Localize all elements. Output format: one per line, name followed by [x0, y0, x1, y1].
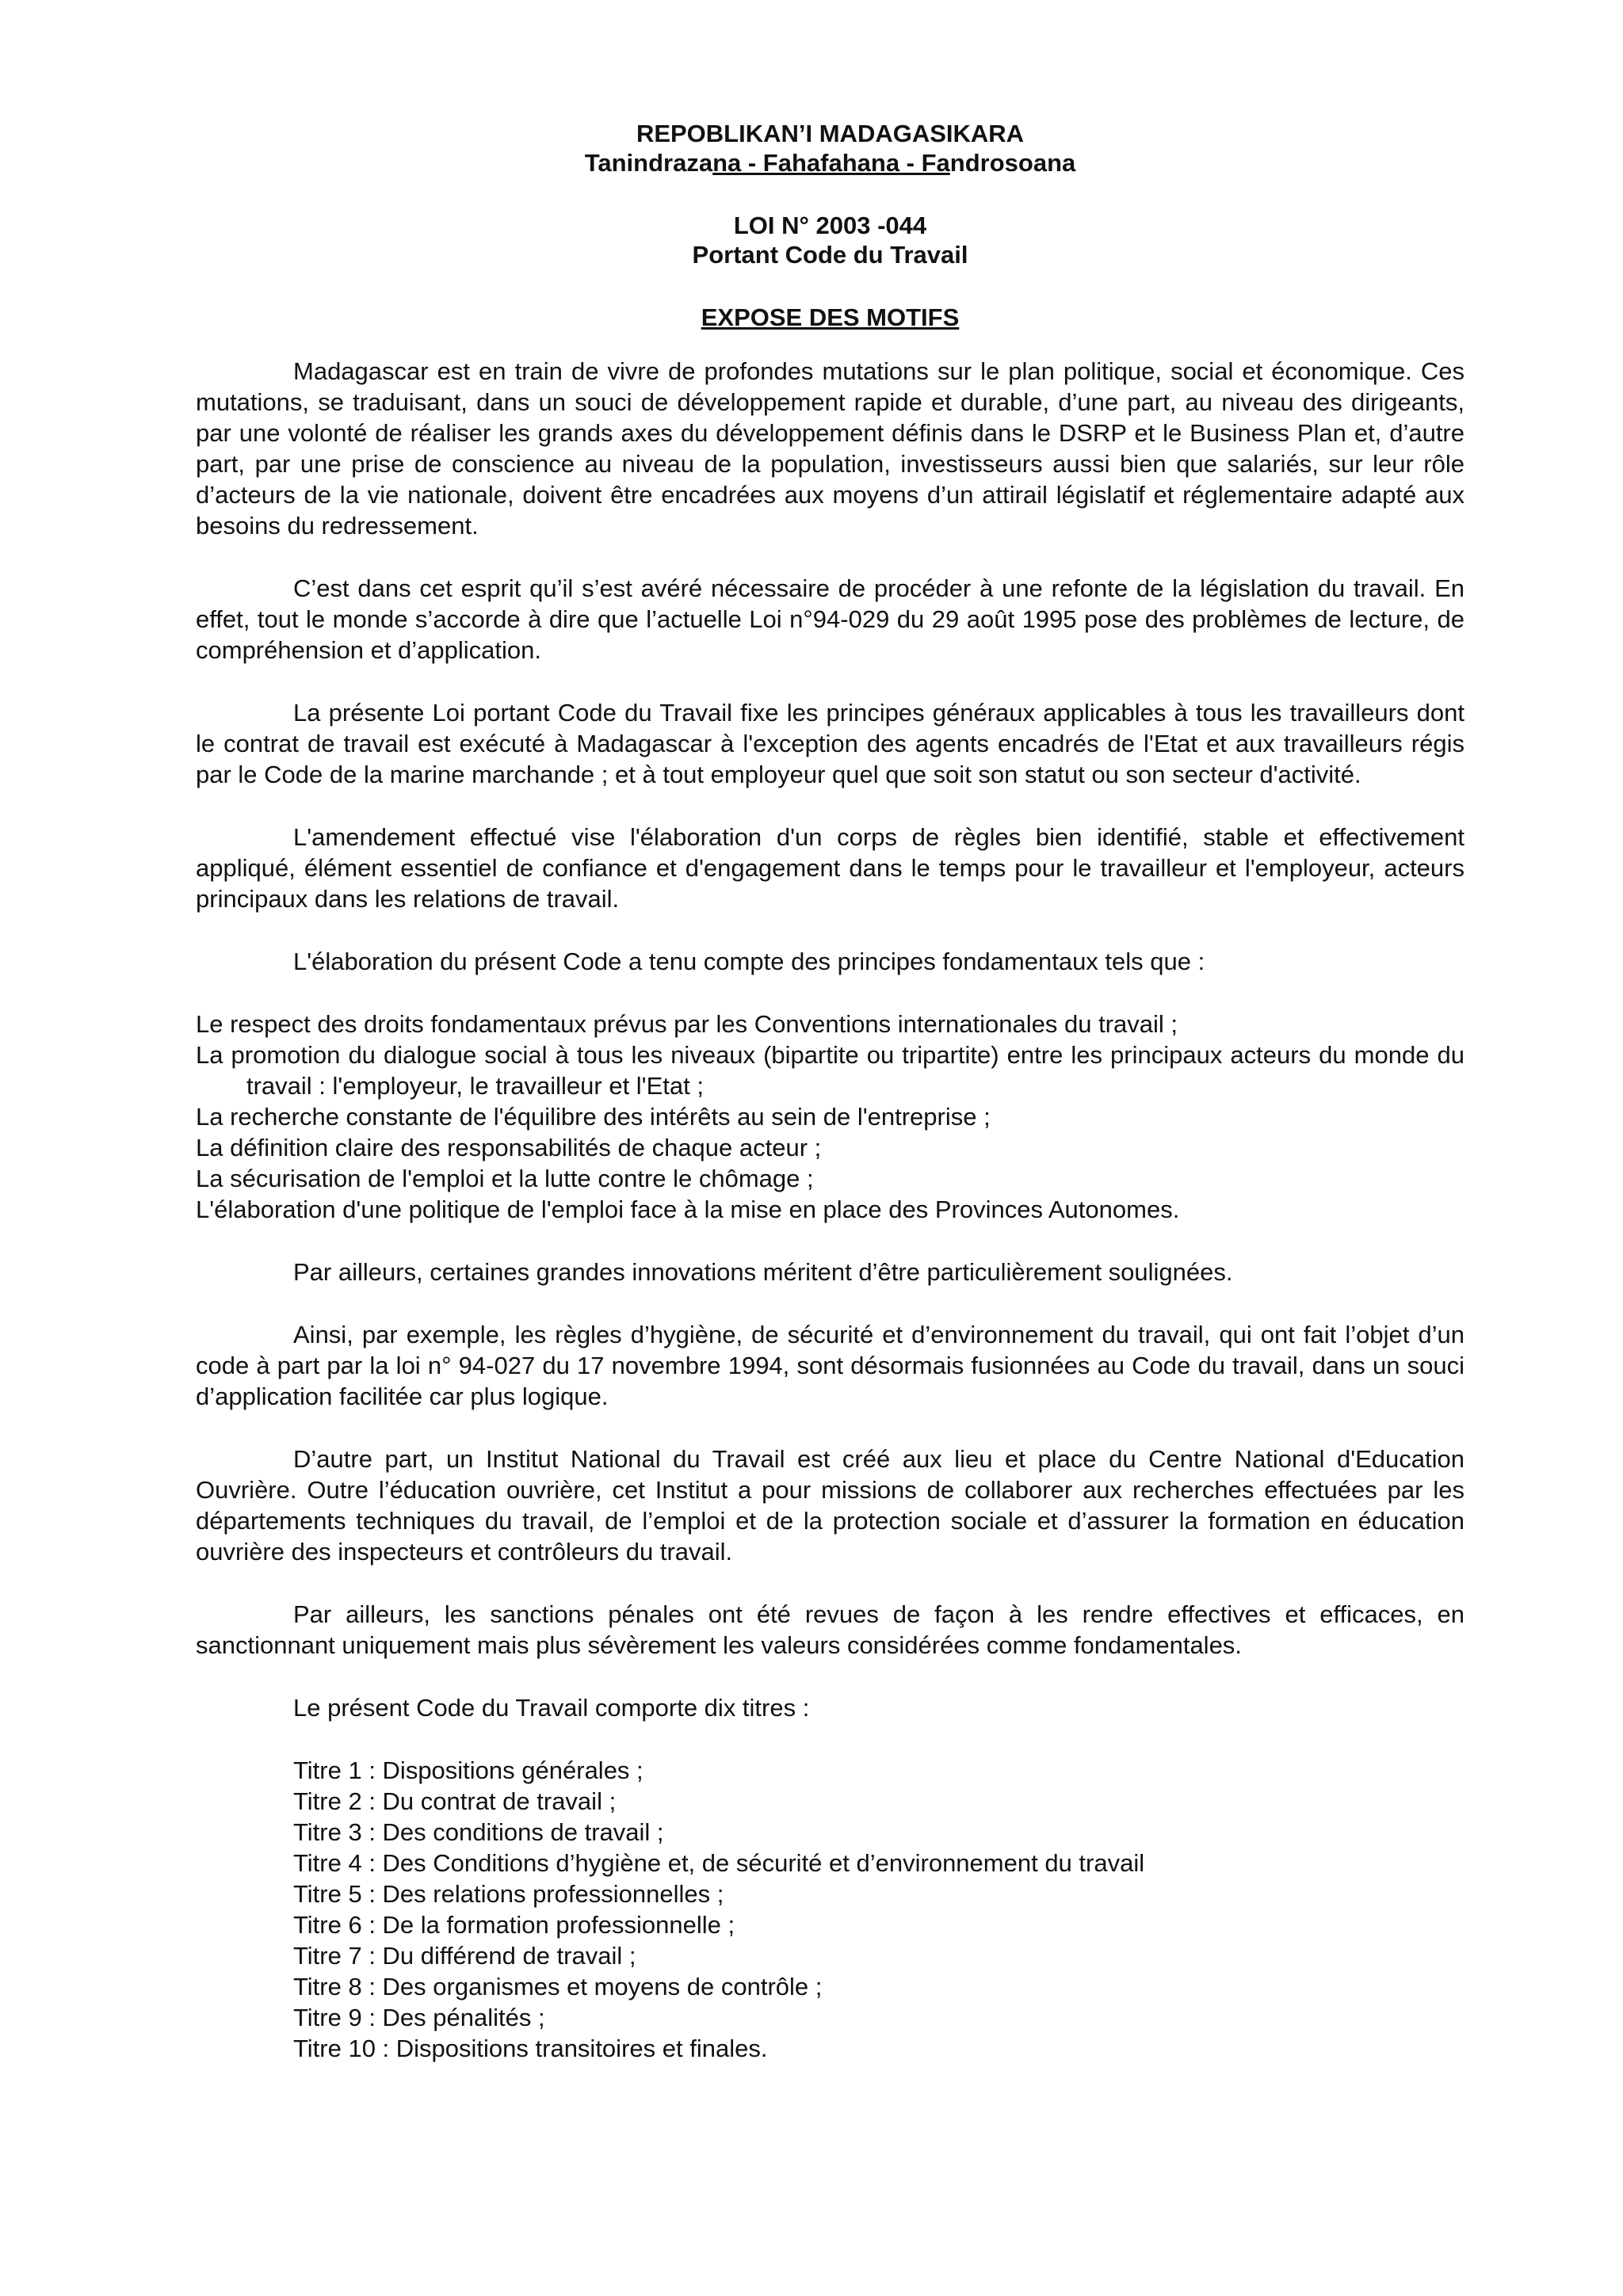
titre-item: Titre 5 : Des relations professionnelles ;: [293, 1880, 724, 1908]
motto-part-b: na - Fahafahana - Fa: [712, 149, 950, 177]
principle-item: La définition claire des responsabilités de chaque acteur ;: [196, 1134, 822, 1161]
document-header: [196, 119, 1465, 332]
titre-item: Titre 10 : Dispositions transitoires et finales.: [293, 2035, 768, 2062]
paragraph: Par ailleurs, les sanctions pénales ont été revues de façon à les rendre effectives et efficaces, en sanctionnant uniquement mais plus sévèrement les valeurs considérées comme fondamentales.: [196, 1600, 1465, 1659]
paragraph: C’est dans cet esprit qu’il s’est avéré nécessaire de procéder à une refonte de la législation du travail. En effet, tout le monde s’accorde à dire que l’actuelle Loi n°94-029 du 29 août 1995 pose des problèmes de lecture, de compréhension et d’application.: [196, 574, 1465, 664]
paragraph: La présente Loi portant Code du Travail fixe les principes généraux applicables à tous les travailleurs dont le contrat de travail est exécuté à Madagascar à l'exception des agents encadrés de l'Etat et aux travailleurs régis par le Code de la marine marchande ; et à tout employeur quel que soit son statut ou son secteur d'activité.: [196, 699, 1465, 788]
law-number: LOI N° 2003 -044: [733, 212, 927, 239]
country-name: REPOBLIKAN’I MADAGASIKARA: [636, 120, 1025, 147]
principle-item: Le respect des droits fondamentaux prévus par les Conventions internationales du travail ;: [196, 1010, 1178, 1038]
titres-list: [196, 1755, 1465, 2064]
national-motto: [196, 148, 1465, 177]
titre-item: Titre 2 : Du contrat de travail ;: [293, 1787, 617, 1815]
titre-item: Titre 3 : Des conditions de travail ;: [293, 1818, 664, 1846]
principle-item: La promotion du dialogue social à tous les niveaux (bipartite ou tripartite) entre les principaux acteurs du monde du travail : l'employeur, le travailleur et l'Etat ;: [196, 1041, 1465, 1100]
section-title: EXPOSE DES MOTIFS: [701, 303, 960, 331]
motto-part-c: ndrosoana: [949, 149, 1076, 177]
principle-item: La recherche constante de l'équilibre des intérêts au sein de l'entreprise ;: [196, 1103, 991, 1131]
titre-item: Titre 7 : Du différend de travail ;: [293, 1942, 636, 1970]
paragraph: L'élaboration du présent Code a tenu compte des principes fondamentaux tels que :: [293, 948, 1205, 975]
titre-item: Titre 8 : Des organismes et moyens de contrôle ;: [293, 1973, 823, 2000]
paragraph: Le présent Code du Travail comporte dix titres :: [293, 1694, 810, 1722]
paragraph: Madagascar est en train de vivre de profondes mutations sur le plan politique, social et économique. Ces mutations, se traduisant, dans un souci de développement rapide et durable, d’une part, au niveau des dirigeants, par une volonté de réaliser les grands axes du développement définis dans le DSRP et le Business Plan et, d’autre part, par une prise de conscience au niveau de la population, investisseurs aussi bien que salariés, sur leur rôle d’acteurs de la vie nationale, doivent être encadrées aux moyens d’un attirail législatif et réglementaire adapté aux besoins du redressement.: [196, 357, 1465, 540]
document-body: [196, 356, 1465, 2064]
titre-item: Titre 4 : Des Conditions d’hygiène et, de sécurité et d’environnement du travail: [293, 1849, 1145, 1877]
paragraph: Par ailleurs, certaines grandes innovations méritent d’être particulièrement soulignées.: [293, 1258, 1233, 1286]
paragraph: Ainsi, par exemple, les règles d’hygiène, de sécurité et d’environnement du travail, qui ont fait l’objet d’un code à part par la loi n° 94-027 du 17 novembre 1994, sont désormais fusionnées au Code du travail, dans un souci d’application facilitée car plus logique.: [196, 1321, 1465, 1410]
titre-item: Titre 9 : Des pénalités ;: [293, 2004, 545, 2031]
principle-item: La sécurisation de l'emploi et la lutte contre le chômage ;: [196, 1165, 814, 1192]
paragraph: D’autre part, un Institut National du Travail est créé aux lieu et place du Centre National d'Education Ouvrière. Outre l’éducation ouvrière, cet Institut a pour missions de collaborer aux recherches effectuées par les départements techniques du travail, de l’emploi et de la protection sociale et d’assurer la formation en éducation ouvrière des inspecteurs et contrôleurs du travail.: [196, 1445, 1465, 1566]
law-subject: Portant Code du Travail: [692, 241, 968, 269]
principles-list: [196, 1009, 1465, 1225]
paragraph: L'amendement effectué vise l'élaboration d'un corps de règles bien identifié, stable et effectivement appliqué, élément essentiel de confiance et d'engagement dans le temps pour le travailleur et l'employeur, acteurs principaux dans les relations de travail.: [196, 823, 1465, 913]
titre-item: Titre 1 : Dispositions générales ;: [293, 1756, 643, 1784]
principle-item: L'élaboration d'une politique de l'emploi face à la mise en place des Provinces Autonomes.: [196, 1196, 1180, 1223]
titre-item: Titre 6 : De la formation professionnelle ;: [293, 1911, 735, 1939]
motto-part-a: Tanindraza: [584, 149, 713, 177]
